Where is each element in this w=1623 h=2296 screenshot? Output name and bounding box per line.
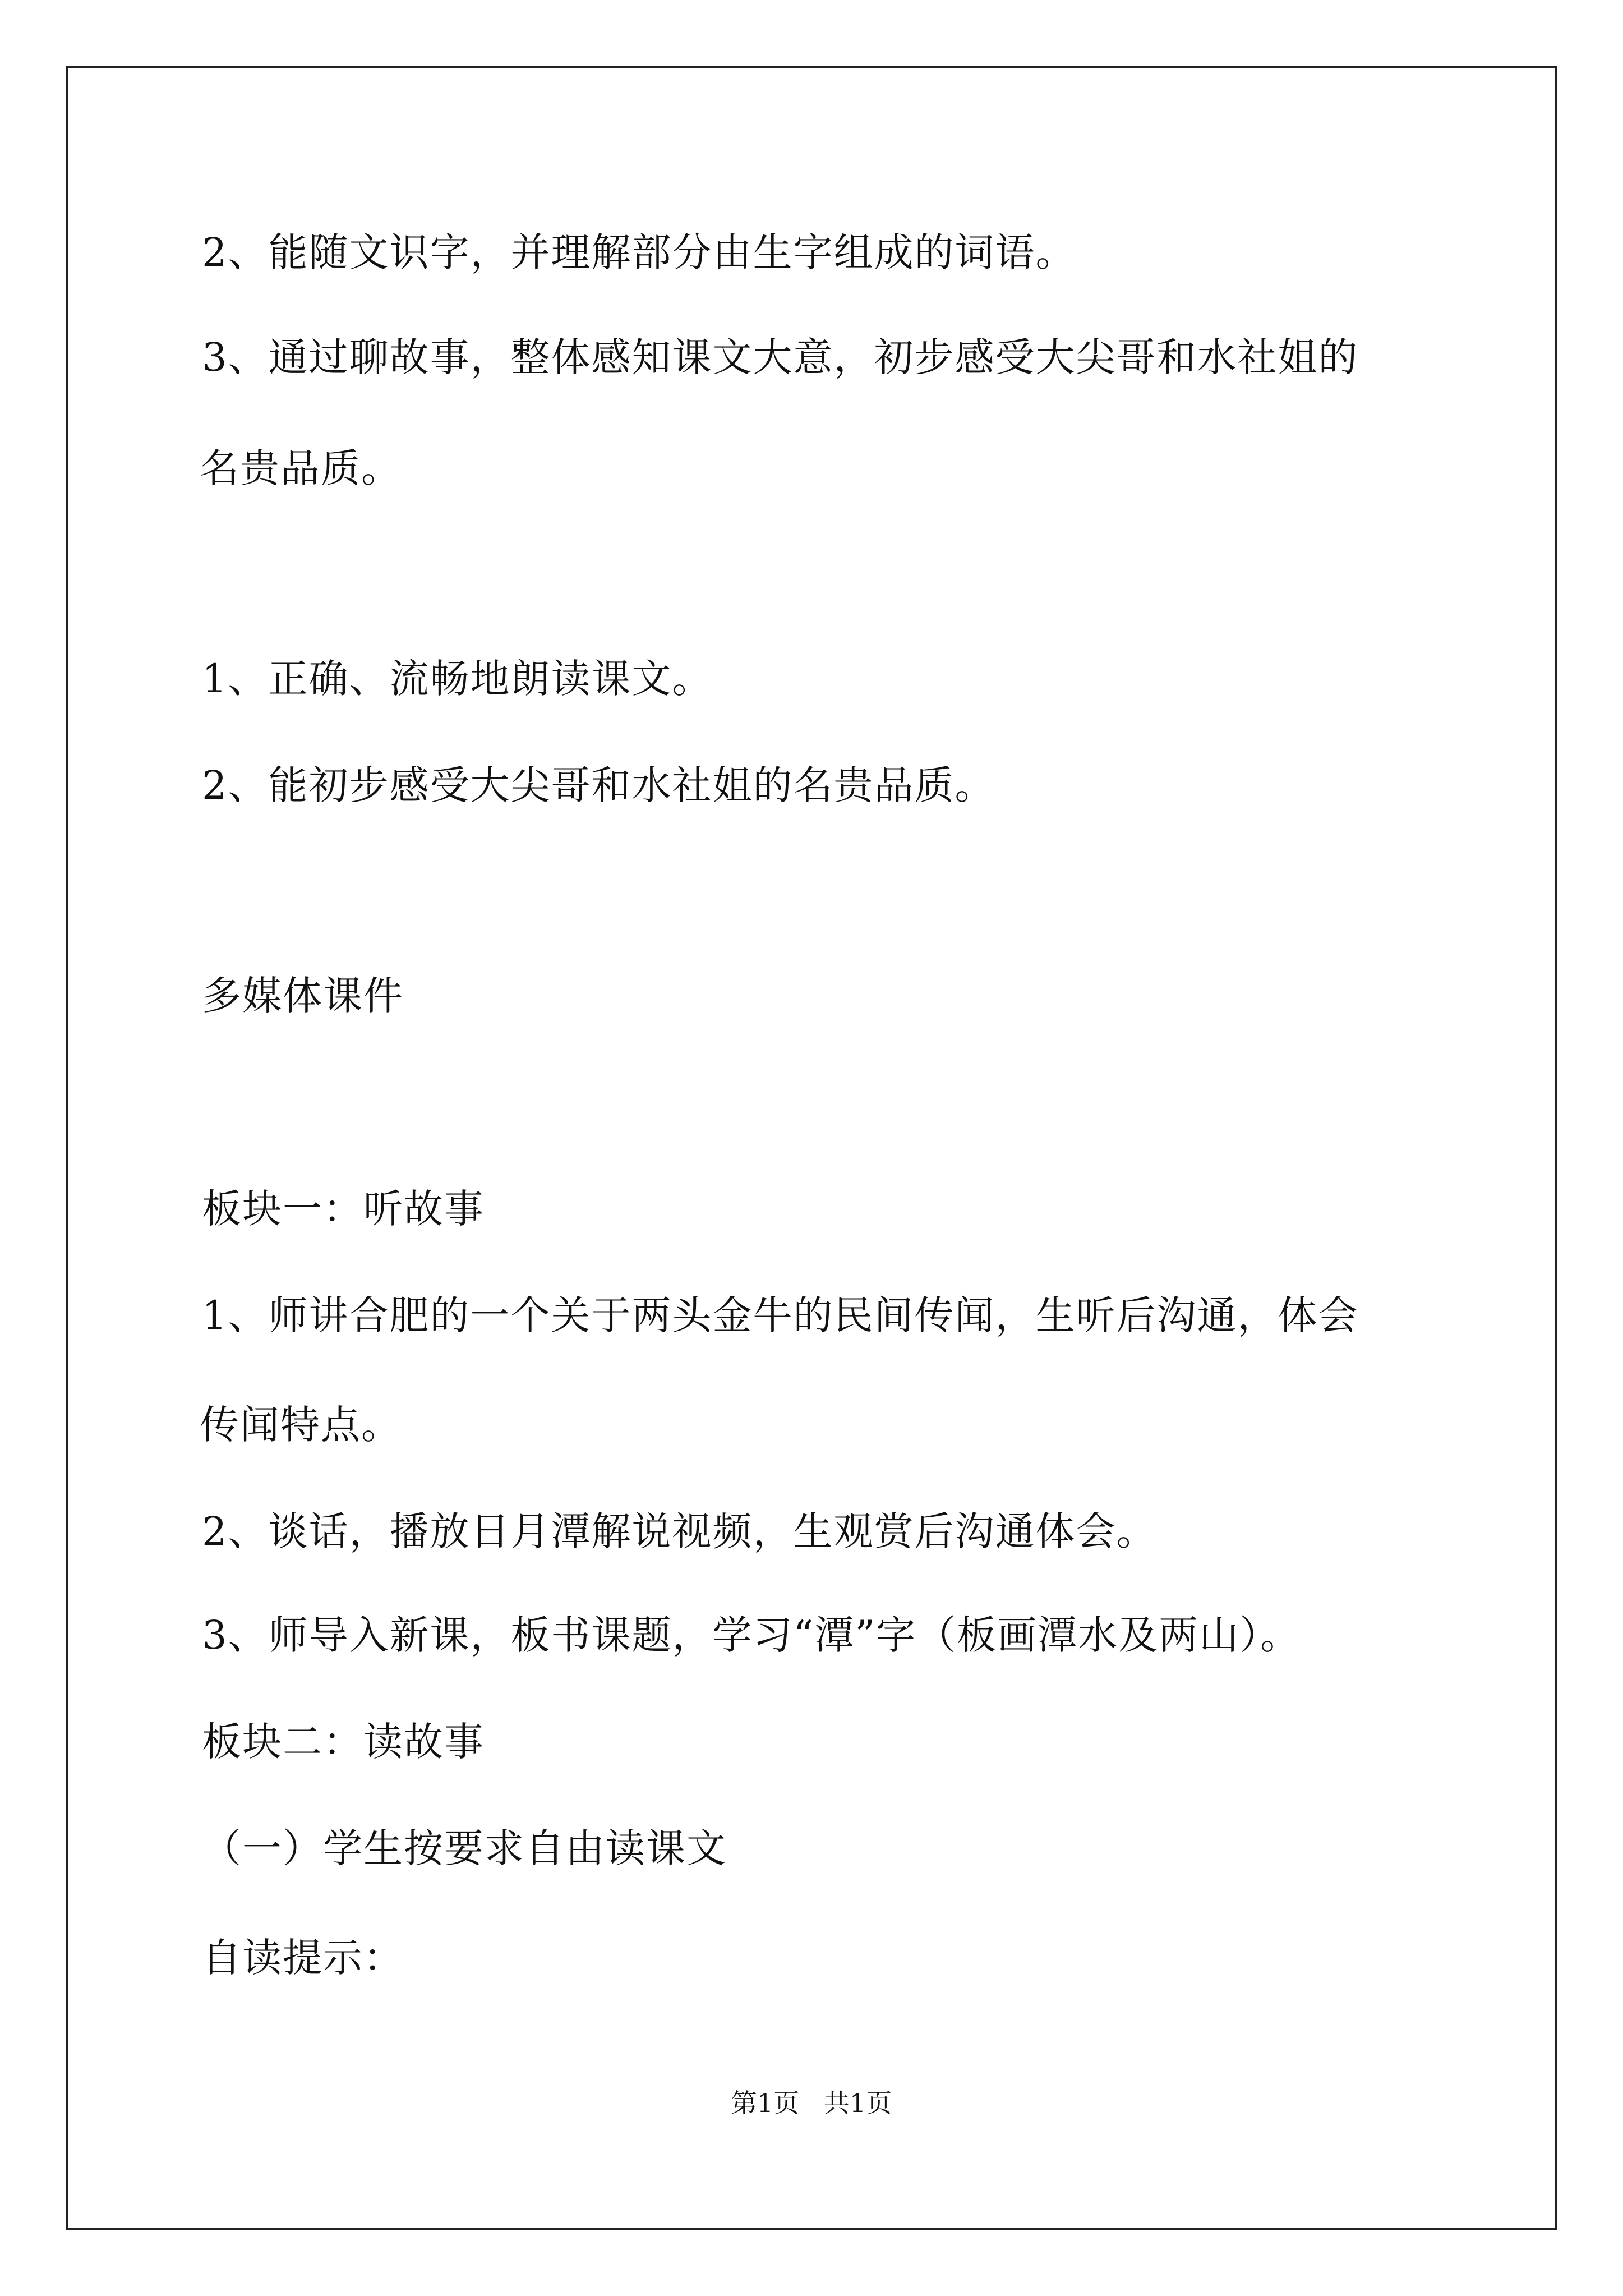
text-line-2: 3、通过聊故事，整体感知课文大意，初步感受大尖哥和水社姐的 (202, 334, 1359, 380)
page-number-footer: 第1页 共1页 (731, 2088, 892, 2118)
text-line-10: 2、谈话，播放日月潭解说视频，生观赏后沟通体会。 (202, 1508, 1157, 1554)
text-line-12: 板块二：读故事 (202, 1719, 485, 1765)
text-line-4: 1、正确、流畅地朗读课文。 (202, 656, 713, 702)
text-line-8: 1、师讲合肥的一个关于两头金牛的民间传闻，生听后沟通，体会 (202, 1292, 1359, 1338)
text-line-11: 3、师导入新课，板书课题，学习“潭”字（板画潭水及两山）。 (202, 1612, 1301, 1658)
text-line-3: 名贵品质。 (200, 445, 402, 491)
text-line-5: 2、能初步感受大尖哥和水社姐的名贵品质。 (202, 762, 995, 808)
text-line-9: 传闻特点。 (200, 1402, 402, 1448)
text-line-6: 多媒体课件 (202, 973, 404, 1019)
text-line-14: 自读提示： (202, 1935, 404, 1981)
text-line-7: 板块一：听故事 (202, 1186, 485, 1232)
text-line-1: 2、能随文识字，并理解部分由生字组成的词语。 (202, 229, 1076, 275)
page-border (66, 66, 1557, 2230)
text-line-13: （一）学生按要求自由读课文 (202, 1825, 727, 1871)
